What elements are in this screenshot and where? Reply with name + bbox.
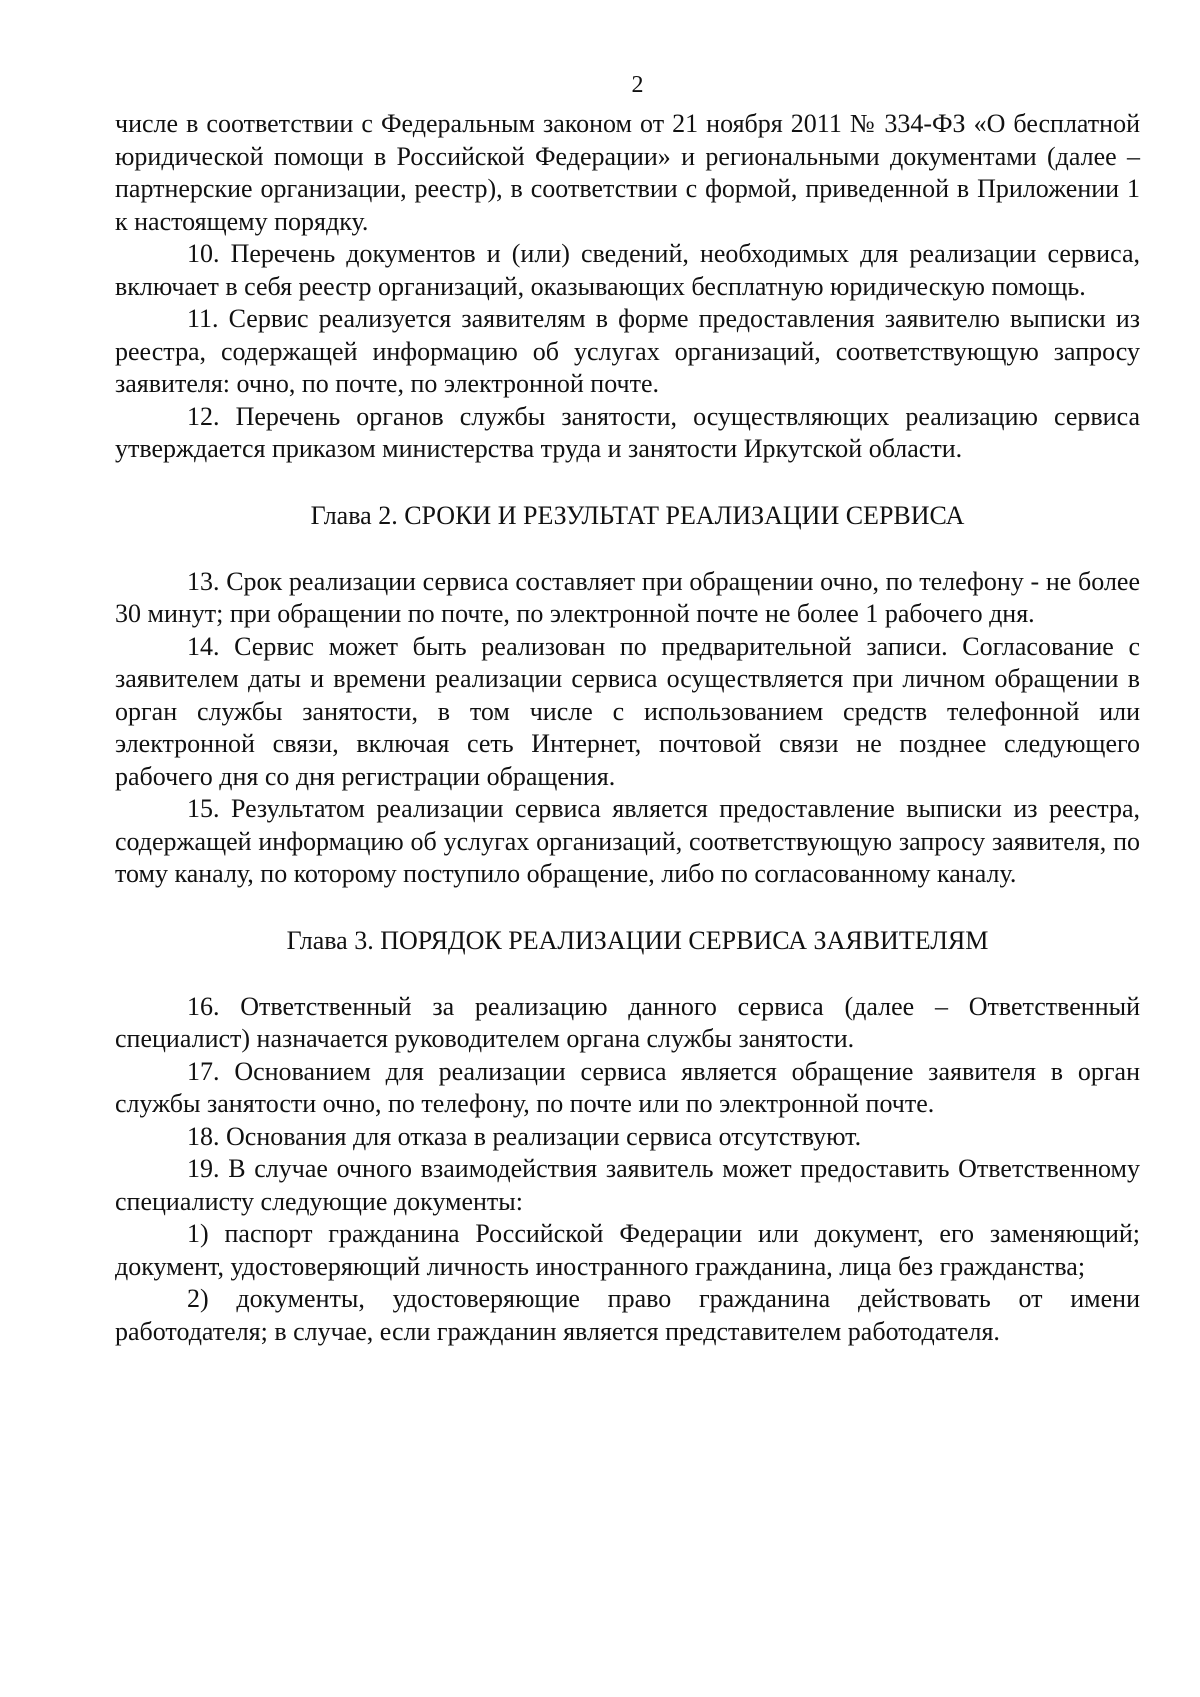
chapter-2-heading: Глава 2. СРОКИ И РЕЗУЛЬТАТ РЕАЛИЗАЦИИ СЕРВИСА [310, 500, 965, 530]
page-number: 2 [631, 72, 644, 98]
paragraph-12: 12. Перечень органов службы занятости, осуществляющих реализацию сервиса утверждается приказом министерства труда и занятости Иркутской области. [115, 401, 1140, 463]
paragraph-11: 11. Сервис реализуется заявителям в форме предоставления заявителю выписки из реестра, содержащей информацию об услугах организаций, соответствующую запросу заявителя: очно, по почте, по электронной почте. [115, 304, 1140, 398]
paragraph-continuation: числе в соответствии с Федеральным законом от 21 ноября 2011 № 334-ФЗ «О бесплатной юридической помощи в Российской Федерации» и региональными документами (далее – партнерские организации, реестр), в соответствии с формой, приведенной в Приложении 1 к настоящему порядку. [115, 109, 1140, 236]
paragraph-13: 13. Срок реализации сервиса составляет при обращении очно, по телефону - не более 30 минут; при обращении по почте, по электронной почте не более 1 рабочего дня. [115, 566, 1140, 628]
list-item-1: 1) паспорт гражданина Российской Федерации или документ, его заменяющий; документ, удостоверяющий личность иностранного гражданина, лица без гражданства; [115, 1219, 1140, 1281]
paragraph-14: 14. Сервис может быть реализован по предварительной записи. Согласование с заявителем даты и времени реализации сервиса осуществляется при личном обращении в орган службы занятости, в том числе с использованием средств телефонной или электронной связи, включая сеть Интернет, почтовой связи не позднее следующего рабочего дня со дня регистрации обращения. [115, 631, 1140, 791]
paragraph-15: 15. Результатом реализации сервиса является предоставление выписки из реестра, содержащей информацию об услугах организаций, соответствующую запросу заявителя, по тому каналу, по которому поступило обращение, либо по согласованному каналу. [115, 794, 1140, 888]
paragraph-18: 18. Основания для отказа в реализации сервиса отсутствуют. [187, 1121, 862, 1151]
chapter-3-heading: Глава 3. ПОРЯДОК РЕАЛИЗАЦИИ СЕРВИСА ЗАЯВИТЕЛЯМ [286, 925, 989, 955]
paragraph-16: 16. Ответственный за реализацию данного сервиса (далее – Ответственный специалист) назначается руководителем органа службы занятости. [115, 991, 1140, 1053]
paragraph-10: 10. Перечень документов и (или) сведений, необходимых для реализации сервиса, включает в себя реестр организаций, оказывающих бесплатную юридическую помощь. [115, 239, 1140, 301]
paragraph-17: 17. Основанием для реализации сервиса является обращение заявителя в орган службы занятости очно, по телефону, по почте или по электронной почте. [115, 1056, 1140, 1118]
paragraph-19: 19. В случае очного взаимодействия заявитель может предоставить Ответственному специалисту следующие документы: [115, 1154, 1140, 1216]
list-item-2: 2) документы, удостоверяющие право гражданина действовать от имени работодателя; в случае, если гражданин является представителем работодателя. [115, 1284, 1140, 1346]
